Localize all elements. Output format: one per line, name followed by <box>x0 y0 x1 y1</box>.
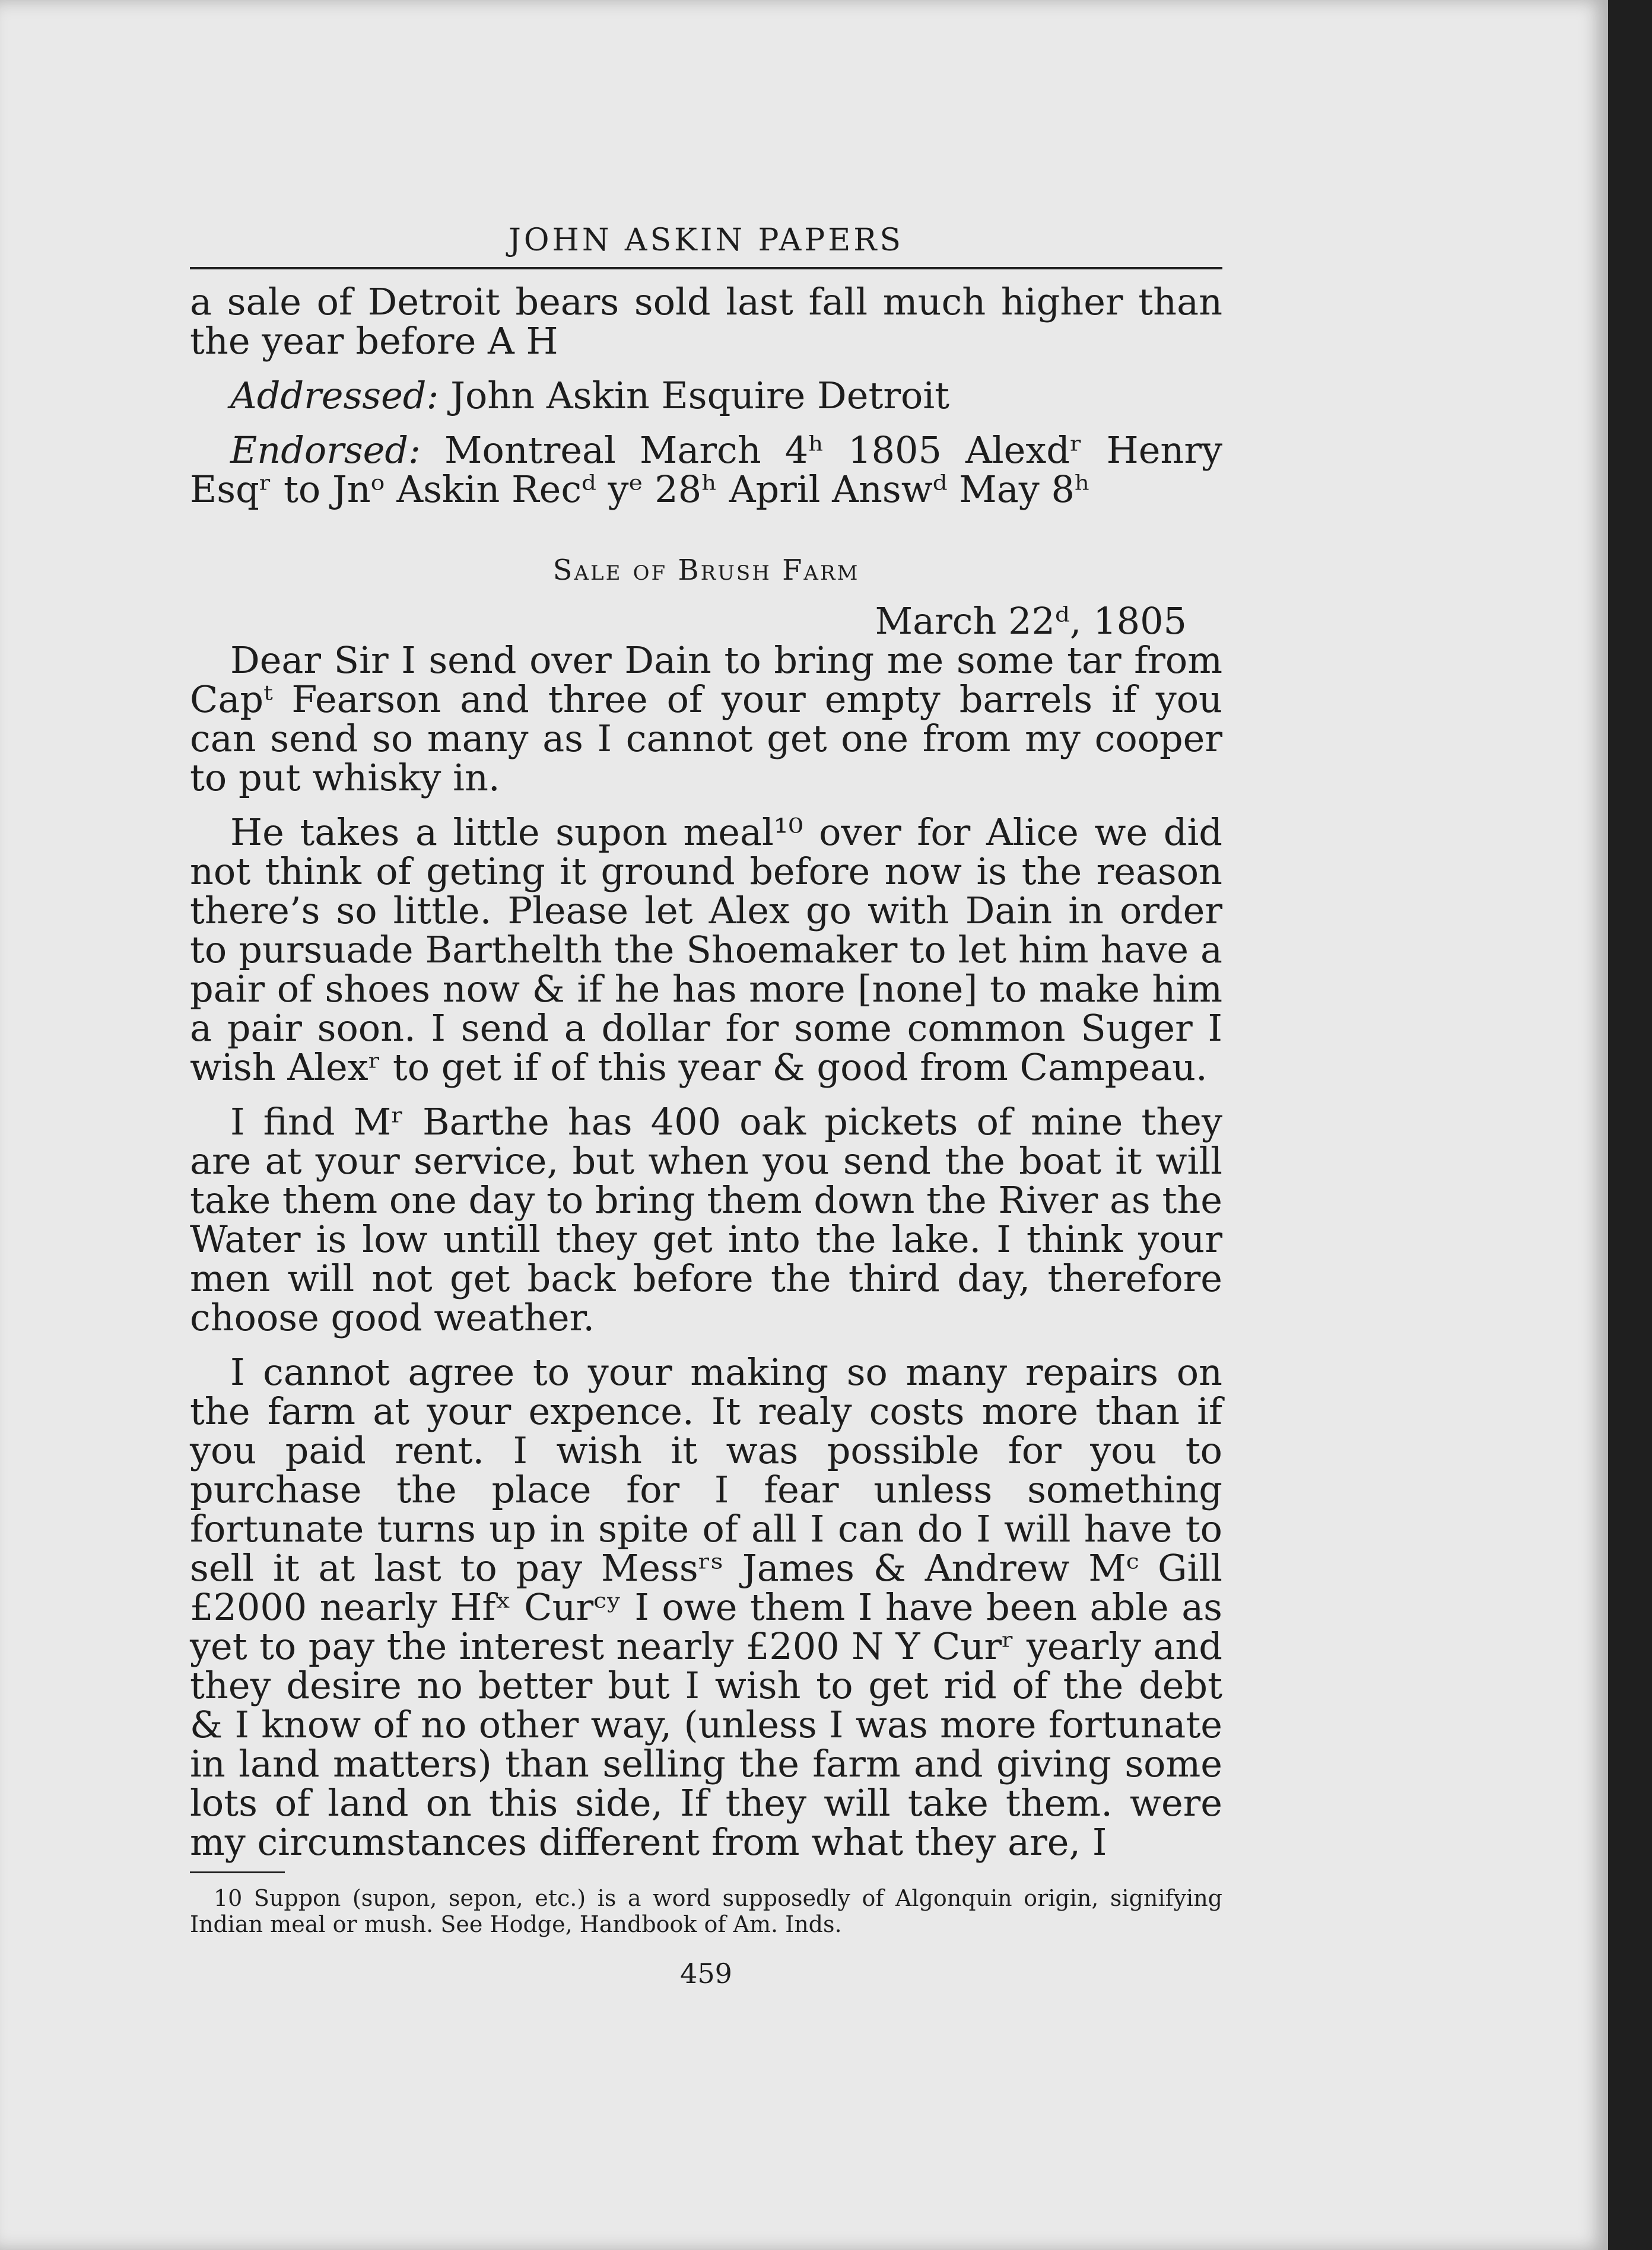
endorsed-text: Montreal March 4ʰ 1805 Alexdʳ Henry Esqʳ to Jnᵒ Askin Recᵈ yᵉ 28ʰ April Answᵈ May 8ʰ <box>190 428 1222 511</box>
addressed-text: John Askin Esquire Detroit <box>450 374 950 417</box>
running-head: JOHN ASKIN PAPERS <box>509 223 904 258</box>
intro-paragraph: a sale of Detroit bears sold last fall much higher than the year before A H <box>190 280 1222 363</box>
letter-date: March 22ᵈ, 1805 <box>875 599 1187 643</box>
section-title-text: Sale of Brush Farm <box>552 554 860 587</box>
section-title <box>190 551 1222 590</box>
footnote: 10 Suppon (supon, sepon, etc.) is a word supposedly of Algonquin origin, signifying Indian meal or mush. See Hodge, Handbook of Am. Inds. <box>190 1885 1222 1937</box>
page-content <box>190 220 1222 1990</box>
endorsed-line <box>190 428 1222 511</box>
paragraph-1: Dear Sir I send over Dain to bring me some tar from Capᵗ Fearson and three of your empty barrels if you can send so many as I cannot get one from my cooper to put whisky in. <box>190 638 1222 799</box>
paragraph-4: I cannot agree to your making so many repairs on the farm at your expence. It realy costs more than if you paid rent. I wish it was possible for you to purchase the place for I fear unless something fortunate turns up in spite of all I can do I will have to sell it at last to pay Messʳˢ James & Andrew Mᶜ Gill £2000 nearly Hfˣ Curᶜʸ I owe them I have been able as yet to pay the interest nearly £200 N Y Curʳ yearly and they desire no better but I wish to get rid of the debt & I know of no other way, (unless I was more fortunate in land matters) than selling the farm and giving some lots of land on this side, If they will take them. were my circumstances different from what they are, I <box>190 1350 1222 1864</box>
addressed-label: Addressed: <box>230 374 439 417</box>
header-rule <box>190 267 1222 269</box>
endorsed-label: Endorsed: <box>230 428 421 472</box>
page-number: 459 <box>680 1957 732 1990</box>
footnote-rule <box>190 1871 285 1873</box>
paragraph-3: I find Mʳ Barthe has 400 oak pickets of mine they are at your service, but when you send the boat it will take them one day to bring them down the River as the Water is low untill they get into the lake. I think your men will not get back before the third day, therefore choose good weather. <box>190 1100 1222 1339</box>
paragraph-2: He takes a little supon meal¹⁰ over for Alice we did not think of geting it ground before now is the reason there’s so little. Please let Alex go with Dain in order to pursuade Barthelth the Shoemaker to let him have a pair of shoes now & if he has more [none] to make him a pair soon. I send a dollar for some common Suger I wish Alexʳ to get if of this year & good from Campeau. <box>190 811 1222 1089</box>
addressed-line <box>190 376 1222 415</box>
